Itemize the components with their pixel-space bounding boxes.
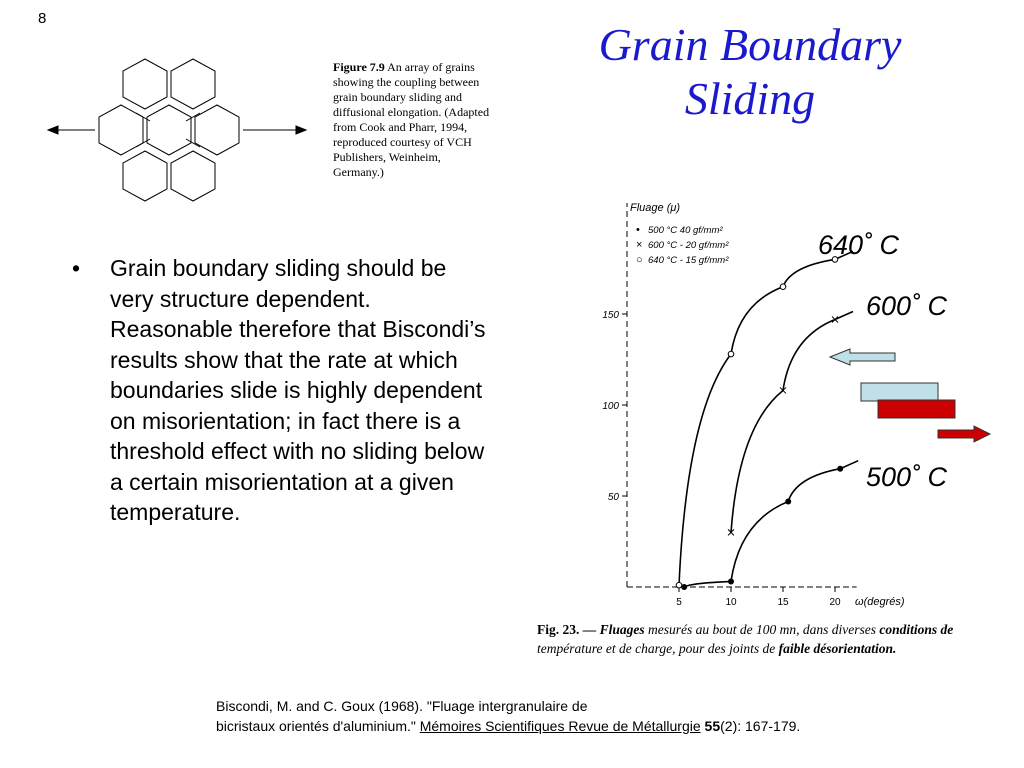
figure-7-9-caption — [333, 60, 493, 180]
figure-23-part6: désorientation. — [813, 641, 897, 656]
curve-label-600: 600˚ C — [866, 291, 948, 321]
data-point — [780, 284, 786, 290]
legend-entry: 500 °C 40 gf/mm² — [648, 225, 723, 236]
curve-640 — [679, 251, 853, 585]
data-point — [837, 466, 843, 472]
curve-500 — [684, 461, 858, 587]
y-tick-label: 100 — [602, 401, 619, 412]
citation-line-2 — [216, 716, 956, 736]
y-tick-label: 50 — [607, 492, 619, 503]
data-point — [728, 579, 734, 585]
figure-23-dash: — — [582, 622, 597, 637]
title-line-2: Sliding — [684, 73, 816, 124]
x-tick-label: 15 — [777, 597, 789, 608]
citation-authors-title: bicristaux orientés d'aluminium." — [216, 718, 420, 734]
chart-points — [676, 257, 843, 590]
chart-legend — [636, 224, 729, 266]
bullet-marker: • — [72, 255, 81, 281]
x-tick-label: 5 — [676, 597, 682, 608]
bullet-point — [72, 253, 492, 528]
legend-entry: 600 °C - 20 gf/mm² — [648, 240, 729, 251]
figure-23-label: Fig. 23. — [537, 622, 580, 637]
data-point — [832, 316, 838, 322]
slide-title — [530, 18, 970, 126]
data-point — [728, 351, 734, 357]
figure-7-9-text: An array of grains showing the coupling between grain boundary sliding and diffusional elongation. (Adapted from Cook and Pharr, 1994, reproduced courtesy of VCH Publishers, Weinheim, Germany.) — [333, 60, 490, 179]
curve-label-640: 640˚ C — [818, 230, 900, 260]
bullet-text: Grain boundary sliding should be very structure dependent. Reasonable therefore that Biscondi’s results show that the rate at which boundaries slide is highly dependent on misorientation; in fact there is a threshold effect with no sliding below a certain misorientation at a given temperature. — [110, 255, 486, 525]
light-blue-bar — [861, 383, 938, 401]
figure-23-part4: température et de charge, pour des joints de — [537, 641, 776, 656]
figure-23-part2: mesurés au bout de 100 mn, dans diverses — [648, 622, 876, 637]
citation — [216, 696, 956, 736]
y-tick-label: 150 — [602, 310, 619, 321]
citation-volume: 55 — [704, 718, 721, 734]
red-arrow-right — [938, 426, 990, 442]
figure-23-part3: conditions de — [879, 622, 954, 637]
title-line-1: Grain Boundary — [598, 19, 902, 70]
chart-curves — [679, 251, 858, 587]
red-bar — [878, 400, 955, 418]
figure-23-part5: faible — [778, 641, 811, 656]
x-tick-label: 10 — [725, 597, 737, 608]
slide-number: 8 — [38, 10, 47, 27]
legend-marker: × — [636, 239, 643, 251]
figure-23-caption — [537, 620, 1007, 658]
chart-x-label: ω(degrés) — [855, 596, 905, 608]
citation-pages: (2): 167-179. — [720, 718, 801, 734]
legend-entry: 640 °C - 15 gf/mm² — [648, 255, 729, 266]
light-blue-arrow-left — [830, 349, 895, 365]
curve-600 — [731, 311, 853, 532]
x-tick-label: 20 — [829, 597, 841, 608]
legend-marker: ○ — [636, 254, 643, 266]
data-point — [676, 582, 682, 588]
legend-marker: • — [636, 224, 640, 236]
chart-y-label: Fluage (μ) — [630, 202, 681, 214]
creep-chart — [570, 185, 1010, 625]
grain-array-figure — [40, 55, 320, 215]
figure-7-9-label: Figure 7.9 — [333, 60, 385, 74]
figure-23-part1: Fluages — [599, 622, 645, 637]
citation-line-1: Biscondi, M. and C. Goux (1968). "Fluage intergranulaire de — [216, 698, 588, 714]
data-point — [785, 498, 791, 504]
curve-label-500: 500˚ C — [866, 462, 948, 492]
citation-journal-link[interactable]: Mémoires Scientifiques Revue de Métallurgie — [419, 718, 701, 734]
chart-ticks — [602, 310, 841, 608]
